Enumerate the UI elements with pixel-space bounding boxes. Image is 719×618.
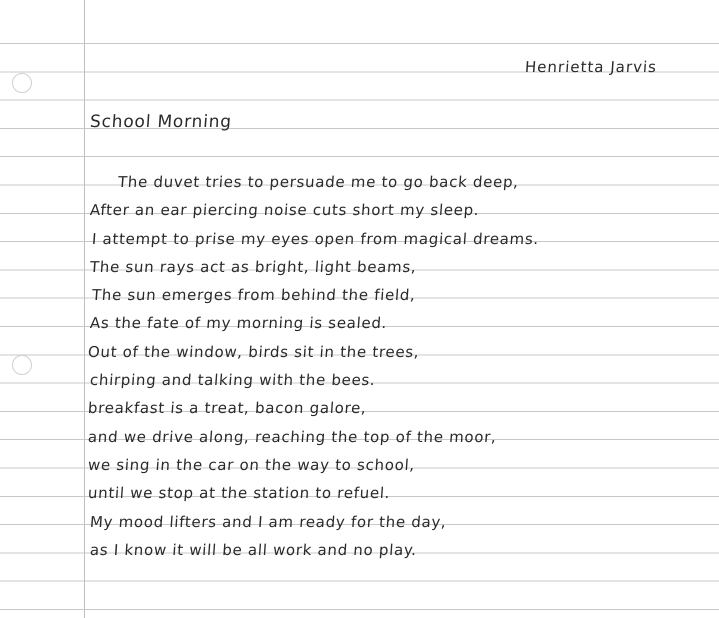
poem-line: After an ear piercing noise cuts short my sleep. (89, 201, 480, 220)
poem-line: breakfast is a treat, bacon galore, (87, 399, 368, 418)
poem-line: we sing in the car on the way to school, (87, 455, 416, 474)
punch-hole-top (12, 73, 32, 93)
punch-hole-middle (12, 355, 32, 375)
poem-line: My mood lifters and I am ready for the day, (89, 512, 448, 531)
poem-line: I attempt to prise my eyes open from magical dreams. (91, 229, 540, 248)
poem-title: School Morning (89, 112, 233, 132)
author-name: Henrietta Jarvis (524, 58, 658, 76)
poem-line: As the fate of my morning is sealed. (89, 314, 388, 333)
poem-line: until we stop at the station to refuel. (87, 484, 391, 503)
poem-line: The duvet tries to persuade me to go back deep, (117, 173, 520, 191)
poem-line: as I know it will be all work and no play. (89, 540, 418, 559)
poem-line: The sun emerges from behind the field, (91, 286, 417, 305)
poem-body (88, 168, 539, 564)
poem-line: The sun rays act as bright, light beams, (89, 257, 418, 276)
poem-line: chirping and talking with the bees. (89, 371, 377, 390)
margin-line (84, 0, 85, 618)
poem-line: and we drive along, reaching the top of the moor, (87, 427, 498, 446)
poem-line: Out of the window, birds sit in the trees, (87, 342, 420, 361)
